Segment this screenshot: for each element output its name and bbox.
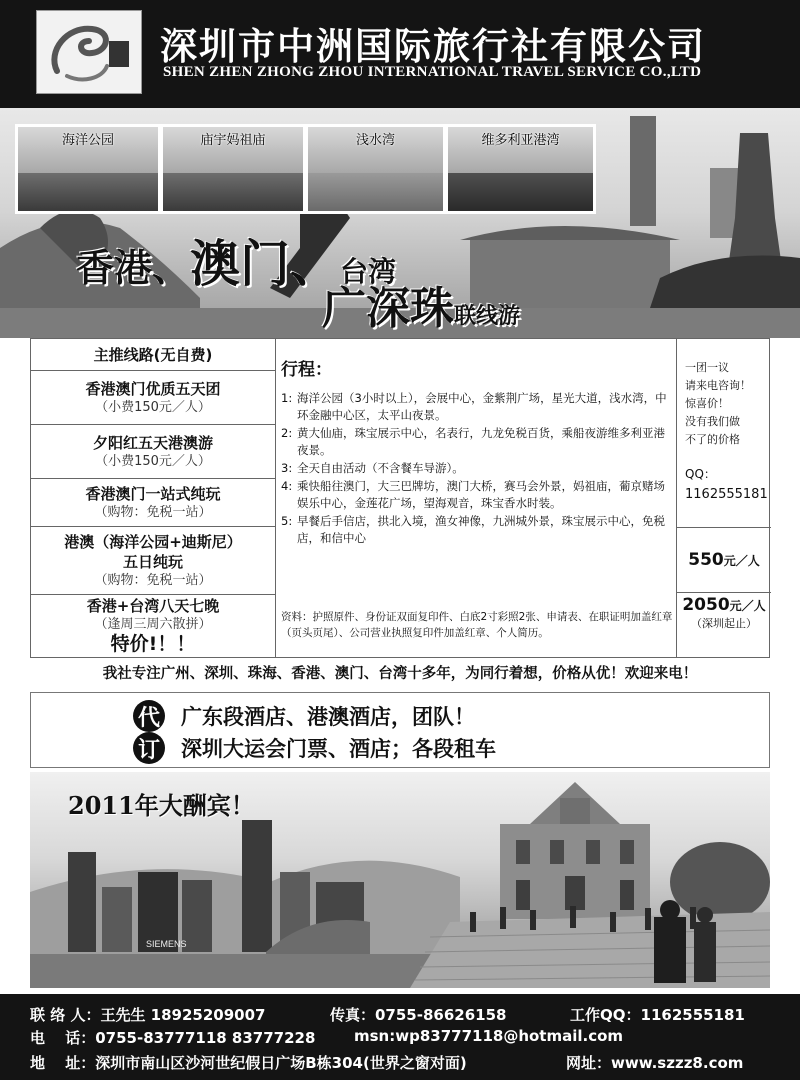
contact-person: 联 络 人：王先生 18925209007 [30,1006,266,1024]
itinerary-item [281,390,673,424]
service-row-hotels [133,699,475,733]
booking-services-box [30,692,770,768]
route-header [31,339,275,371]
route-item [31,527,275,595]
company-name-cn: 深圳市中洲国际旅行社有限公司 [160,25,706,68]
itinerary-num: 3: [281,461,293,475]
msn-contact[interactable]: msn:wp83777118@hotmail.com [354,1027,624,1045]
siemens-billboard: SIEMENS [146,939,187,949]
route-title-2: 五日纯玩 [122,553,183,571]
special-price-label: 特价!！！ [110,633,196,655]
route-header-text: 主推线路(无自费) [93,346,213,364]
consult-line: 不了的价格 [685,433,740,446]
consult-line: 惊喜价！ [685,397,729,410]
price-column [676,339,771,657]
headline-1-part-c: 台湾 [340,255,397,288]
thumb-victoria-harbour [445,124,596,214]
phone-numbers: 电 话：0755-83777118 83777228 [30,1029,316,1047]
website-link[interactable]: 网址：www.szzz8.com [566,1054,744,1072]
company-logo [36,10,142,94]
slogan: 我社专注广州、深圳、珠海、香港、澳门、台湾十多年，为同行着想，价格从优！欢迎来电！ [102,666,698,682]
route-title: 香港澳门一站式纯玩 [85,485,221,503]
hero-banner [0,108,800,338]
itinerary-item [281,478,673,512]
itinerary [281,355,673,548]
thumb-temple [160,124,306,214]
headline-2-part-a: 广深珠 [322,283,454,334]
route-title: 香港+台湾八天七晚 [86,597,220,615]
itinerary-text: 黄大仙庙，珠宝展示中心，名表行，九龙免税百货，乘船夜游维多利亚港夜景。 [297,426,665,457]
service-row-tickets [133,731,496,765]
promo-photo [30,772,770,988]
header-bar [0,0,800,108]
consult-line: 请来电咨询！ [685,379,751,392]
price-unit: 元／人 [729,599,766,613]
routes-table [30,338,770,658]
itinerary-num: 5: [281,514,293,528]
itinerary-text: 海洋公园（3小时以上），会展中心，金紫荆广场，星光大道，浅水湾，中环金融中心区，太平山夜景。 [297,391,667,422]
route-item [31,479,275,527]
qq-number: 1162555181 [685,487,768,502]
price-value: 550 [688,550,724,570]
price-hk-taiwan [677,595,771,631]
footer-contact [0,994,800,1080]
work-qq: 工作QQ：1162555181 [570,1006,745,1024]
route-sub: （小费150元／人） [95,400,211,415]
promo-title: 2011年大酬宾！ [68,791,255,820]
route-title: 香港澳门优质五天团 [85,380,221,398]
required-documents: 资料：护照原件、身份证双面复印件、白底2寸彩照2张、申请表、在职证明加盖红章（页头页尾）、公司营业执照复印件加盖红章、个人简历。 [281,611,673,639]
route-item [31,371,275,425]
service-text: 广东段酒店、港澳酒店，团队！ [181,705,475,729]
qq-label: QQ： [685,467,716,481]
price-unit: 元／人 [723,554,760,568]
headline-2-part-b: 联线游 [454,304,521,329]
itinerary-title: 行程： [281,360,332,380]
consult-line: 没有我们做 [685,415,740,428]
thumb-label: 海洋公园 [61,133,114,148]
headline-1-part-b: 澳门、 [190,235,341,293]
route-item [31,425,275,479]
itinerary-item [281,460,673,477]
route-sub: （购物：免税一站） [94,505,212,520]
route-sub: （逢周三周六散拼） [94,617,212,632]
itinerary-num: 2: [281,426,293,440]
route-title: 夕阳红五天港澳游 [92,434,213,452]
price-value: 2050 [682,595,730,615]
itinerary-num: 4: [281,479,293,493]
itinerary-num: 1: [281,391,293,405]
consult-line: 一团一议 [685,361,729,374]
price-note: （深圳起止） [691,617,757,630]
address: 地 址：深圳市南山区沙河世纪假日广场B栋304(世界之窗对面) [30,1054,467,1072]
thumb-label: 庙宇妈祖庙 [200,133,266,148]
route-sub: （小费150元／人） [95,454,211,469]
itinerary-item [281,425,673,459]
thumb-label: 浅水湾 [355,133,395,148]
fax-number: 传真：0755-86626158 [330,1006,507,1024]
price-hk-macau [677,527,771,593]
thumb-ocean-park [15,124,161,214]
headline-gsz-tour [322,272,520,336]
service-text: 深圳大运会门票、酒店；各段租车 [181,737,496,761]
thumb-label: 维多利亚港湾 [481,133,560,148]
company-name-en: SHEN ZHEN ZHONG ZHOU INTERNATIONAL TRAVEL SERVICE CO.,LTD [163,64,702,80]
headline-1-part-a: 香港、 [76,246,191,290]
itinerary-item [281,513,673,547]
route-title: 港澳（海洋公园+迪斯尼） [64,533,242,551]
itinerary-text: 全天自由活动（不含餐车导游）。 [297,461,464,475]
agency-char-badge: 订 [133,732,165,764]
consult-note [685,359,751,449]
itinerary-text: 乘快船往澳门，大三巴牌坊，澳门大桥，赛马会外景，妈祖庙，葡京赌场娱乐中心，金莲花广场，望海观音，珠宝香水时装。 [297,479,665,510]
agency-char-badge: 代 [133,700,165,732]
thumb-repulse-bay [305,124,446,214]
route-sub: （购物：免税一站） [94,573,212,588]
route-item [31,595,275,657]
itinerary-text: 早餐后手信店，拱北入境，渔女神像，九洲城外景，珠宝展示中心，免税店，和信中心 [297,514,665,545]
route-list [31,339,276,657]
